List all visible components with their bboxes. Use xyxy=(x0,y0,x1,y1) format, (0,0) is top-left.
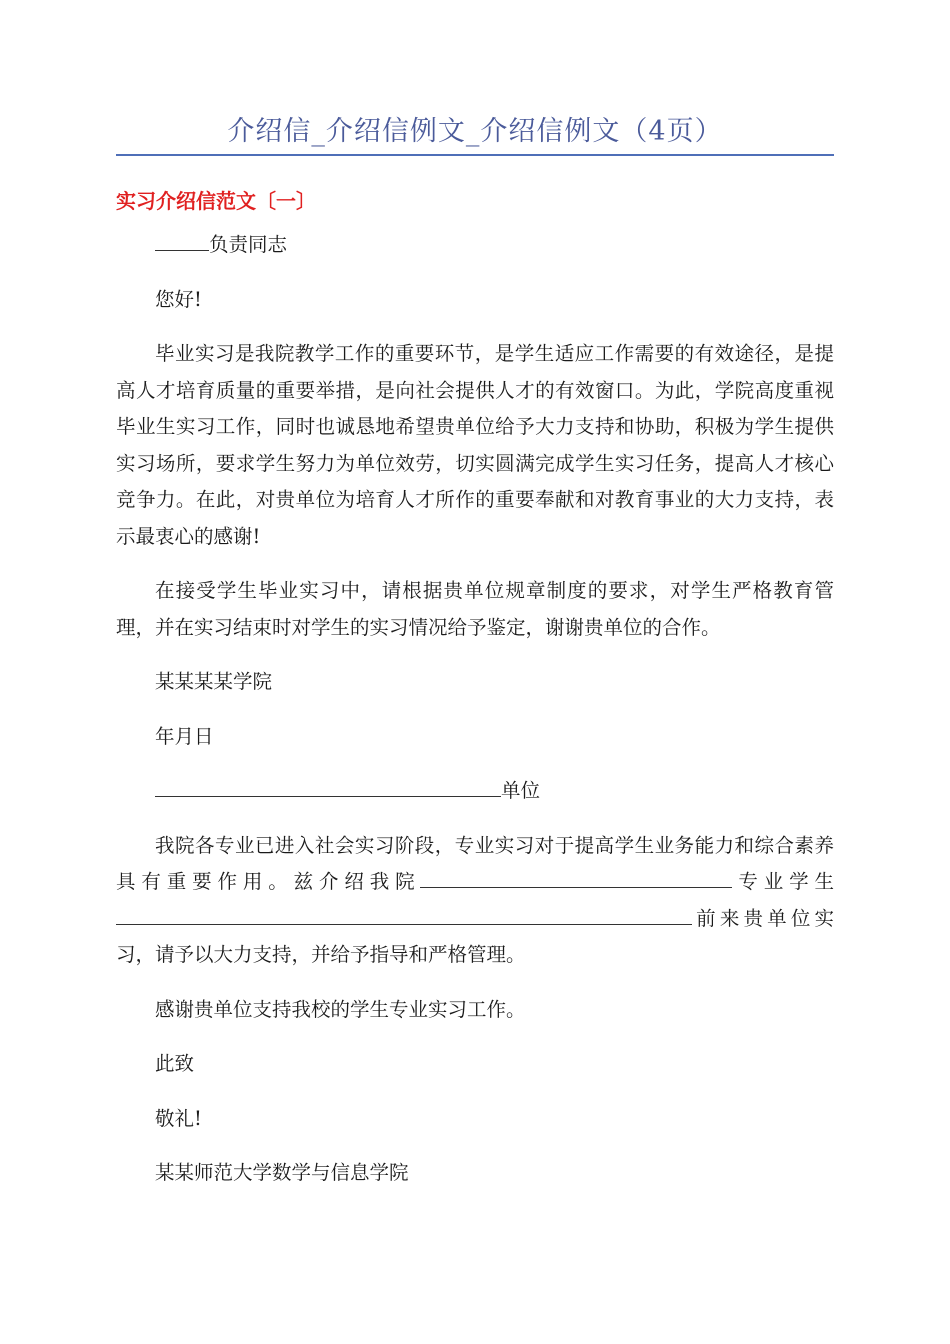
letter2-paragraph-2: 感谢贵单位支持我校的学生专业实习工作。 xyxy=(155,997,526,1021)
letter2-paragraph-1-part-3: 前来贵单位实习，请予以大力支持，并给予指导和严格管理。 xyxy=(116,906,834,966)
letter1-addressee xyxy=(116,227,834,264)
letter2-closing-2: 敬礼! xyxy=(155,1106,202,1130)
major-blank xyxy=(420,865,732,888)
letter2-signature: 某某师范大学数学与信息学院 xyxy=(155,1161,409,1184)
letter2-addressee xyxy=(116,773,834,810)
letter1-addressee-suffix: 负责同志 xyxy=(209,233,288,256)
letter1-date: 年月日 xyxy=(155,724,214,748)
letter1-paragraph-1: 毕业实习是我院教学工作的重要环节，是学生适应工作需要的有效途径，是提高人才培育质量的重要举措，是向社会提供人才的有效窗口。为此，学院高度重视毕业生实习工作，同时也诚恳地希望贵单位给予大力支持和协助，积极为学生提供实习场所，要求学生努力为单位效劳，切实圆满完成学生实习任务，提高人才核心竞争力。在此，对贵单位为培育人才所作的重要奉献和对教育事业的大力支持，表示最衷心的感谢! xyxy=(116,342,834,548)
letter1-paragraph-2: 在接受学生毕业实习中，请根据贵单位规章制度的要求，对学生严格教育管理，并在实习结束时对学生的实习情况给予鉴定，谢谢贵单位的合作。 xyxy=(116,579,834,639)
student-blank xyxy=(116,902,692,925)
addressee-blank xyxy=(155,228,209,251)
letter2-paragraph-1-part-1: 我院各专业已进入社会实习阶段，专业实习对于提高学生业务能力和综合素养具有重要作用。兹介绍我院 xyxy=(116,833,834,893)
letter2-paragraph-1-part-2: 专业学生 xyxy=(732,870,834,893)
letter2-closing-1: 此致 xyxy=(155,1052,195,1075)
letter1-greeting: 您好! xyxy=(155,287,202,311)
document-title: 介绍信_介绍信例文_介绍信例文（4页） xyxy=(227,116,723,147)
section-heading: 实习介绍信范文〔一〕 xyxy=(116,189,316,213)
letter2-paragraph-1 xyxy=(116,828,834,974)
letter2-addressee-suffix: 单位 xyxy=(501,779,541,802)
title-divider xyxy=(116,154,834,156)
letter-body xyxy=(116,227,834,1192)
document-page xyxy=(116,0,834,1192)
unit-blank xyxy=(155,774,501,797)
letter1-signature: 某某某某学院 xyxy=(155,670,273,693)
